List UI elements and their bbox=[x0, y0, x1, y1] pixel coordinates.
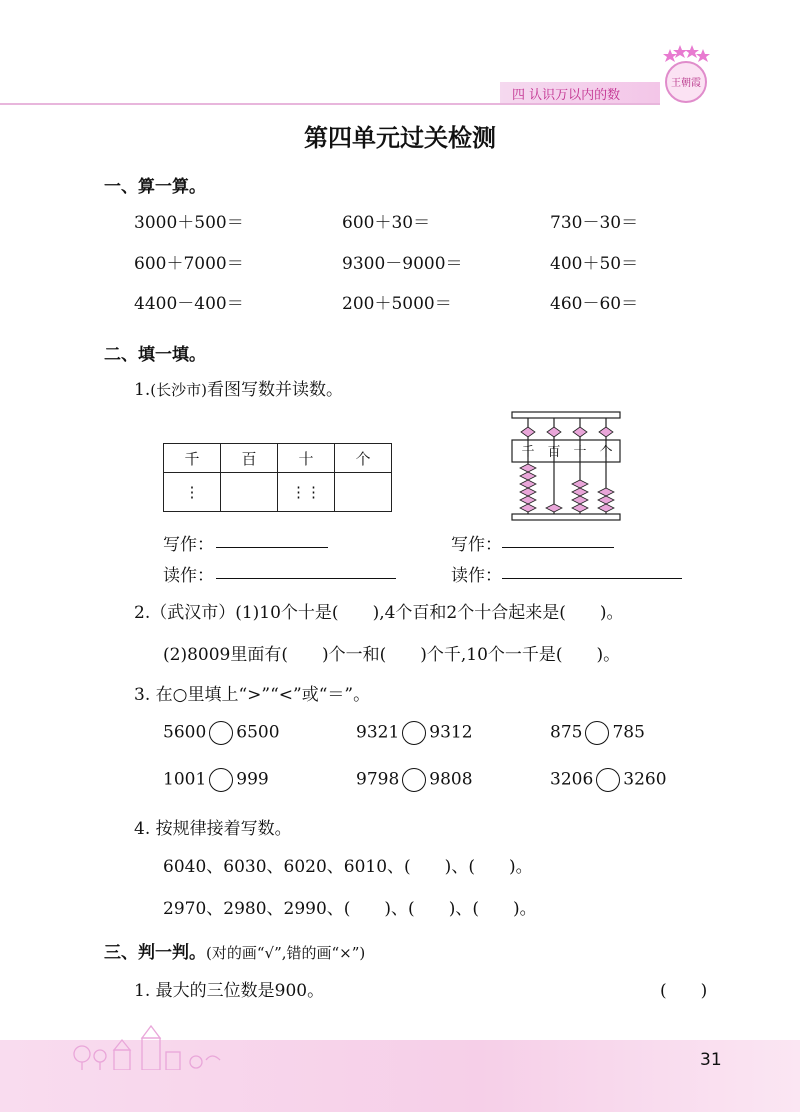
compare-item bbox=[356, 721, 473, 745]
compare-left: 3206 bbox=[550, 769, 594, 790]
abacus-bead bbox=[572, 496, 588, 504]
compare-right: 6500 bbox=[236, 722, 280, 743]
page-title: 第四单元过关检测 bbox=[304, 124, 496, 152]
castle-decoration bbox=[70, 1024, 230, 1070]
q2-1-line bbox=[134, 375, 343, 400]
pv-dots-thousands: ⋮ bbox=[164, 473, 221, 512]
write-blank-left[interactable] bbox=[216, 547, 328, 548]
compare-item bbox=[163, 721, 280, 745]
read-blank-right[interactable] bbox=[502, 578, 682, 579]
abacus-label: 千 bbox=[521, 445, 535, 460]
read-label-right: 读作： bbox=[451, 566, 502, 586]
q2-2-line1: 2.（武汉市）(1)10个十是( ),4个百和2个十合起来是( )。 bbox=[134, 603, 624, 623]
pv-header-tens: 十 bbox=[278, 444, 335, 473]
calc-2-3: 400＋50＝ bbox=[550, 254, 639, 274]
compare-right: 785 bbox=[612, 722, 645, 743]
q2-1-number: 1. bbox=[134, 380, 151, 400]
section3-heading-line bbox=[104, 938, 365, 963]
abacus-bead bbox=[572, 504, 588, 512]
judge-q1-text: 1. 最大的三位数是900。 bbox=[134, 981, 325, 1001]
compare-item bbox=[550, 721, 645, 745]
judge-q1-answer[interactable]: ( ) bbox=[660, 981, 708, 1001]
compare-item bbox=[550, 768, 667, 792]
abacus-bead bbox=[520, 504, 536, 512]
abacus-upper-bead bbox=[521, 427, 535, 437]
abacus-label: 百 bbox=[547, 445, 561, 460]
publisher-logo bbox=[658, 40, 714, 106]
calc-2-2: 9300－9000＝ bbox=[342, 254, 463, 274]
compare-left: 9798 bbox=[356, 769, 400, 790]
compare-right: 9312 bbox=[429, 722, 473, 743]
section1-heading: 一、算一算。 bbox=[104, 177, 206, 197]
write-blank-right[interactable] bbox=[502, 547, 614, 548]
compare-circle[interactable] bbox=[596, 768, 620, 792]
compare-left: 9321 bbox=[356, 722, 400, 743]
compare-right: 3260 bbox=[623, 769, 667, 790]
read-blank-left[interactable] bbox=[216, 578, 396, 579]
abacus-bottom-frame bbox=[512, 514, 620, 520]
header-divider bbox=[0, 103, 660, 105]
abacus-bead bbox=[572, 488, 588, 496]
compare-right: 999 bbox=[236, 769, 269, 790]
calc-2-1: 600＋7000＝ bbox=[134, 254, 244, 274]
abacus-bead bbox=[520, 464, 536, 472]
abacus-bead bbox=[598, 504, 614, 512]
calc-3-1: 4400－400＝ bbox=[134, 294, 244, 314]
abacus-bead bbox=[520, 472, 536, 480]
section2-heading: 二、填一填。 bbox=[104, 345, 206, 365]
pv-dots-hundreds bbox=[221, 473, 278, 512]
calc-1-2: 600＋30＝ bbox=[342, 213, 431, 233]
read-label-left: 读作： bbox=[163, 566, 214, 586]
compare-left: 5600 bbox=[163, 722, 207, 743]
compare-left: 1001 bbox=[163, 769, 207, 790]
q2-2-line2: (2)8009里面有( )个一和( )个千,10个一千是( )。 bbox=[163, 645, 621, 665]
pv-header-hundreds: 百 bbox=[221, 444, 278, 473]
pv-header-thousands: 千 bbox=[164, 444, 221, 473]
pv-header-ones: 个 bbox=[335, 444, 392, 473]
abacus-bead bbox=[520, 480, 536, 488]
compare-circle[interactable] bbox=[402, 768, 426, 792]
calc-1-3: 730－30＝ bbox=[550, 213, 639, 233]
abacus-top-frame bbox=[512, 412, 620, 418]
abacus-bead bbox=[598, 488, 614, 496]
section3-heading: 三、判一判。 bbox=[104, 943, 206, 963]
q2-3-text: 3. 在○里填上“>”“<”或“＝”。 bbox=[134, 685, 371, 705]
abacus-label: 十 bbox=[573, 445, 587, 460]
compare-left: 875 bbox=[550, 722, 583, 743]
section3-note: (对的画“√”,错的画“×”) bbox=[206, 944, 366, 962]
q2-1-text: 看图写数并读数。 bbox=[206, 380, 343, 400]
calc-1-1: 3000＋500＝ bbox=[134, 213, 244, 233]
abacus-label: 个 bbox=[599, 445, 613, 460]
calc-3-2: 200＋5000＝ bbox=[342, 294, 452, 314]
abacus-bead bbox=[598, 496, 614, 504]
pv-dots-ones bbox=[335, 473, 392, 512]
svg-text:王朝霞: 王朝霞 bbox=[671, 78, 701, 89]
compare-circle[interactable] bbox=[209, 768, 233, 792]
compare-circle[interactable] bbox=[585, 721, 609, 745]
q2-4-text: 4. 按规律接着写数。 bbox=[134, 819, 292, 839]
sequence-line-2: 2970、2980、2990、( )、( )、( )。 bbox=[163, 899, 537, 919]
compare-circle[interactable] bbox=[402, 721, 426, 745]
page-number: 31 bbox=[700, 1050, 722, 1070]
calc-3-3: 460－60＝ bbox=[550, 294, 639, 314]
compare-circle[interactable] bbox=[209, 721, 233, 745]
abacus-upper-bead bbox=[547, 427, 561, 437]
abacus-bead bbox=[520, 496, 536, 504]
compare-right: 9808 bbox=[429, 769, 473, 790]
q2-1-source: (长沙市) bbox=[150, 381, 207, 399]
abacus-bead bbox=[572, 480, 588, 488]
abacus-figure bbox=[508, 410, 624, 522]
abacus-upper-bead bbox=[573, 427, 587, 437]
sequence-line-1: 6040、6030、6020、6010、( )、( )。 bbox=[163, 857, 533, 877]
pv-dots-tens: ⋮⋮ bbox=[278, 473, 335, 512]
write-label-left: 写作： bbox=[163, 535, 214, 555]
write-label-right: 写作： bbox=[451, 535, 502, 555]
compare-item bbox=[163, 768, 269, 792]
abacus-upper-bead bbox=[599, 427, 613, 437]
unit-label: 四 认识万以内的数 bbox=[512, 88, 621, 103]
compare-item bbox=[356, 768, 473, 792]
place-value-table bbox=[163, 443, 392, 512]
abacus-bead bbox=[546, 504, 562, 512]
abacus-bead bbox=[520, 488, 536, 496]
